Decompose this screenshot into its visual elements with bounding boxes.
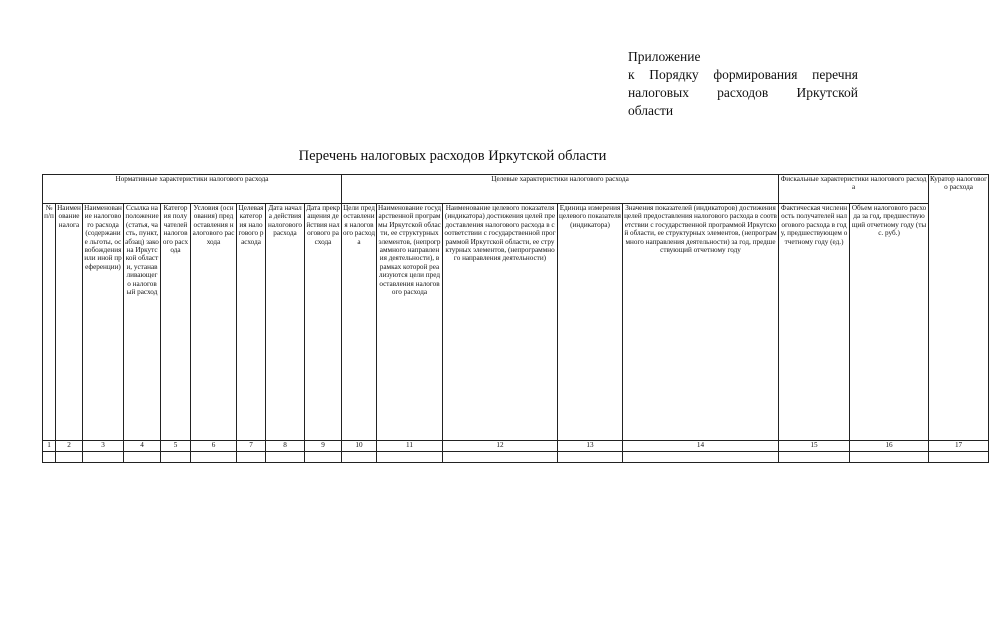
column-number: 7 — [237, 441, 266, 452]
column-number: 2 — [56, 441, 83, 452]
column-number: 12 — [443, 441, 558, 452]
column-number: 10 — [342, 441, 377, 452]
appendix-line-3: налоговых расходов Иркутской — [628, 85, 858, 100]
empty-cell — [161, 452, 191, 463]
column-number: 17 — [929, 441, 989, 452]
column-header-row — [43, 204, 989, 441]
empty-cell — [237, 452, 266, 463]
document-title: Перечень налоговых расходов Иркутской области — [298, 148, 607, 164]
empty-cell — [56, 452, 83, 463]
empty-cell — [83, 452, 124, 463]
column-header: Фактическая численность получателей налогового расхода в году, предшествующем отчетному году (ед.) — [779, 204, 850, 441]
empty-cell — [191, 452, 237, 463]
column-number: 13 — [558, 441, 623, 452]
column-number: 9 — [305, 441, 342, 452]
column-header: Значения показателей (индикаторов) достижения целей предоставления налогового расхода в соответствии с государственной программой Иркутской области, ее структурных элементов, (непрограммного направления деятельности) за год, предшествующий отчетному году — [623, 204, 779, 441]
column-header: Наименование государственной программы Иркутской области, ее структурных элементов, (непрограммного направления деятельности), в рамках которой реализуются цели предоставления налогового расхода — [377, 204, 443, 441]
column-header: Категория получателей налогового расхода — [161, 204, 191, 441]
column-header: Условия (основания) предоставления налогового расхода — [191, 204, 237, 441]
column-number: 11 — [377, 441, 443, 452]
column-number: 15 — [779, 441, 850, 452]
group-normative: Нормативные характеристики налогового расхода — [43, 175, 342, 204]
column-number: 1 — [43, 441, 56, 452]
column-number: 3 — [83, 441, 124, 452]
empty-cell — [850, 452, 929, 463]
column-header: Наименование целевого показателя (индикатора) достижения целей предоставления налогового расхода в соответствии с государственной программой Иркутской области, ее структурных элементов, (непрограммного направления деятельности) — [443, 204, 558, 441]
empty-cell — [305, 452, 342, 463]
column-number: 4 — [124, 441, 161, 452]
column-number: 6 — [191, 441, 237, 452]
empty-cell — [443, 452, 558, 463]
column-header: Целевая категория налогового расхода — [237, 204, 266, 441]
empty-cell — [43, 452, 56, 463]
appendix-line-2: к Порядку формирования перечня — [628, 67, 858, 82]
empty-cell — [558, 452, 623, 463]
group-target: Целевые характеристики налогового расхода — [342, 175, 779, 204]
column-curator: Куратор налогового расхода — [929, 175, 989, 441]
column-header: № п/п — [43, 204, 56, 441]
column-header: Ссылка на положение (статья, часть, пункт, абзац) закона Иркутской области, устанавливающего налоговый расход — [124, 204, 161, 441]
column-header: Объем налогового расхода за год, предшествующий отчетному году (тыс. руб.) — [850, 204, 929, 441]
appendix-note — [628, 48, 858, 120]
appendix-line-4: области — [628, 103, 674, 118]
empty-cell — [266, 452, 305, 463]
column-header: Наименование налогового расхода (содержание льготы, освобождения или иной преференции) — [83, 204, 124, 441]
column-header: Цели предоставления налогового расхода — [342, 204, 377, 441]
empty-data-row — [43, 452, 989, 463]
column-number: 14 — [623, 441, 779, 452]
group-header-row — [43, 175, 989, 204]
empty-cell — [623, 452, 779, 463]
empty-cell — [377, 452, 443, 463]
column-header: Единица измерения целевого показателя (индикатора) — [558, 204, 623, 441]
empty-cell — [929, 452, 989, 463]
column-header: Наименование налога — [56, 204, 83, 441]
group-fiscal: Фискальные характеристики налогового расхода — [779, 175, 929, 204]
column-number-row — [43, 441, 989, 452]
tax-expenditure-table — [42, 174, 989, 463]
column-header: Дата начала действия налогового расхода — [266, 204, 305, 441]
column-number: 8 — [266, 441, 305, 452]
column-number: 16 — [850, 441, 929, 452]
column-header: Дата прекращения действия налогового расхода — [305, 204, 342, 441]
empty-cell — [342, 452, 377, 463]
empty-cell — [779, 452, 850, 463]
empty-cell — [124, 452, 161, 463]
appendix-line-1: Приложение — [628, 49, 701, 64]
column-number: 5 — [161, 441, 191, 452]
